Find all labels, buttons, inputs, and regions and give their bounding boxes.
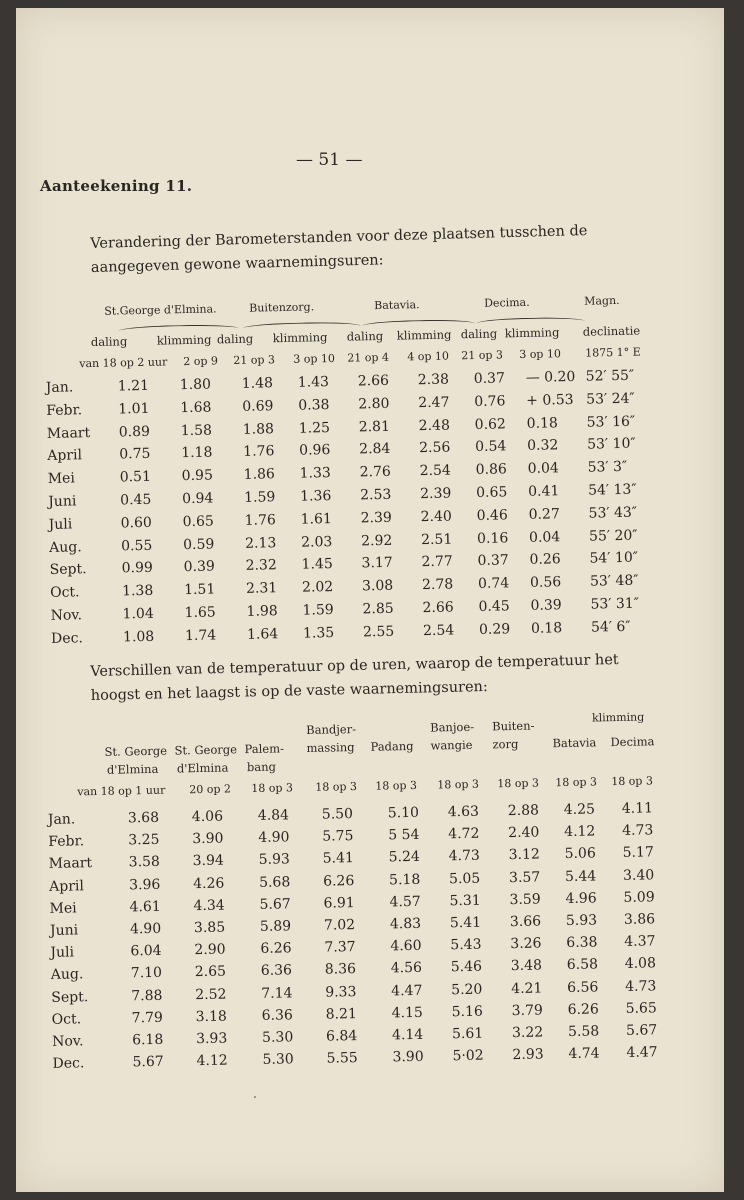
table1-cell: 0.04 — [527, 460, 559, 478]
table2-cell: 7.79 — [131, 1009, 164, 1027]
table2-column-header-line2: bang — [246, 759, 277, 775]
table1-cell: 1.38 — [121, 582, 154, 600]
table2-column-header: massing — [306, 740, 355, 755]
table1-cell: 1.64 — [246, 625, 279, 643]
table2-cell: 3.94 — [192, 852, 225, 870]
table1-cell: 53′ 43″ — [588, 504, 638, 522]
table1-cell: 2.66 — [422, 599, 454, 617]
table2-cell: 6.26 — [567, 1001, 599, 1018]
table1-cell: 53′ 48″ — [589, 572, 639, 590]
table2-cell: 7.88 — [131, 987, 163, 1004]
table2-month-label: Jan. — [47, 811, 76, 828]
table1-cell: 2.55 — [362, 623, 395, 641]
table2-cell: 3.86 — [623, 911, 656, 928]
table2-cell: 7.02 — [323, 917, 356, 934]
table2-cell: 4.11 — [621, 800, 654, 817]
table1-cell: 2.54 — [422, 622, 455, 639]
table2-cell: 2.65 — [194, 963, 227, 981]
table2-cell: 3.58 — [128, 854, 161, 871]
table1-cell: 0.59 — [182, 536, 215, 553]
table1-cell: 0.41 — [527, 483, 560, 500]
table2-cell: 5.46 — [450, 959, 483, 976]
table1-month-label: Jan. — [45, 379, 74, 396]
table1-cell: 53′ 16″ — [586, 413, 636, 431]
table2-cell: 4.34 — [193, 897, 225, 914]
table1-cell: 1.35 — [302, 624, 335, 642]
table1-cell: 0.37 — [473, 370, 506, 388]
table2-hours-header: 18 op 3 — [315, 780, 358, 794]
table1-cell: 53′ 31″ — [590, 595, 640, 613]
table1-subheader: klimming — [272, 330, 328, 346]
table1-hours-header: 21 op 4 — [347, 350, 390, 365]
table2-cell: 4.12 — [564, 823, 596, 841]
table1-cell: 0.76 — [474, 393, 506, 410]
table2-cell: 5.31 — [449, 892, 481, 910]
table2-cell: 5.43 — [450, 936, 482, 954]
table1-hours-header: van 18 op 2 uur — [79, 355, 168, 371]
table2-column-top: Banjoe- — [430, 719, 475, 735]
table1-group-header: Decima. — [484, 295, 530, 310]
table1-cell: 2.47 — [418, 394, 450, 411]
table1-cell: 3.17 — [361, 555, 393, 572]
table2-month-label: Oct. — [51, 1011, 82, 1028]
table1-cell: 0.55 — [121, 537, 153, 555]
table1-cell: 1.04 — [122, 605, 154, 623]
table2-column-header: Decima — [610, 734, 655, 750]
table2-hours-header: 18 op 3 — [437, 777, 480, 792]
table1-cell: 0.99 — [121, 560, 153, 577]
table1-cell: 2.51 — [420, 531, 453, 548]
table1-subheader: klimming — [396, 327, 452, 343]
table2-cell: 3.26 — [510, 935, 542, 953]
table1-cell: 53′ 10″ — [586, 436, 636, 454]
table1-cell: 0.69 — [242, 398, 274, 415]
table2-cell: 5.24 — [388, 849, 420, 866]
table2-cell: 3.57 — [508, 869, 541, 886]
table1-cell: 0.45 — [120, 491, 152, 509]
table1-cell: 0.56 — [529, 574, 562, 592]
table1-intro-line: aangegeven gewone waarnemingsuren: — [90, 252, 384, 276]
table2-cell: 5.30 — [262, 1051, 294, 1069]
table2-month-label: Mei — [49, 900, 77, 917]
table2-cell: 6.36 — [261, 1007, 293, 1024]
table2-cell: 3.18 — [195, 1008, 228, 1025]
table1-cell: 52′ 55″ — [585, 367, 635, 385]
table2-hours-header: 18 op 3 — [555, 775, 598, 790]
table1-month-label: April — [47, 447, 83, 465]
table2-cell: 5.09 — [623, 889, 655, 906]
table1-cell: 0.39 — [183, 558, 215, 576]
table1-cell: 2.39 — [360, 509, 392, 527]
table1-cell: 54′ 6″ — [590, 618, 631, 636]
table1-cell: 0.60 — [120, 514, 153, 532]
table2-cell: 4.06 — [191, 808, 224, 826]
table2-hours-header: 18 op 3 — [497, 776, 540, 791]
table1-month-label: Juli — [48, 516, 73, 533]
table1-cell: 0.65 — [475, 484, 508, 501]
table2-cell: 7.14 — [261, 984, 293, 1002]
table1-cell: 1.59 — [302, 602, 334, 619]
table2-cell: 5.10 — [387, 804, 420, 822]
table1-cell: 2.40 — [420, 508, 452, 525]
table2-cell: 4.74 — [568, 1045, 600, 1063]
table2-cell: 3.22 — [511, 1024, 544, 1042]
table2-column-header-line2: d'Elmina — [176, 760, 229, 776]
table2-cell: 4.73 — [448, 848, 480, 865]
table2-hours-header: 18 op 3 — [251, 781, 294, 796]
table2-cell: 4.90 — [258, 829, 290, 847]
table1-month-label: Maart — [46, 424, 91, 442]
table2-month-label: Nov. — [51, 1033, 84, 1050]
table2-cell: 3.66 — [509, 913, 542, 931]
table2-month-label: Maart — [48, 855, 93, 873]
table1-subheader: daling — [90, 334, 128, 350]
table2-cell: 4.60 — [390, 937, 422, 955]
table1-cell: 0.51 — [119, 468, 152, 486]
table1-cell: 0.75 — [119, 446, 151, 463]
table2-column-header: St. George — [174, 742, 238, 758]
table1-cell: 2.53 — [359, 486, 392, 504]
table1-cell: 2.54 — [419, 462, 452, 480]
table2-cell: 4.21 — [511, 980, 543, 997]
table2-month-label: April — [49, 877, 85, 895]
table1-cell: 0.74 — [477, 575, 510, 593]
table2-cell: 8.36 — [324, 961, 357, 979]
table2-month-label: Aug. — [50, 966, 84, 984]
table2-cell: 2.40 — [508, 824, 540, 842]
table1-hours-header: 21 op 3 — [233, 353, 276, 368]
page-number: — 51 — — [296, 150, 363, 170]
table1-cell: 2.80 — [358, 395, 390, 413]
table1-cell: 53′ 3″ — [587, 459, 628, 476]
book-page — [16, 8, 724, 1192]
table1-cell: 0.04 — [528, 528, 561, 546]
table1-cell: 0.86 — [475, 461, 507, 479]
table1-group-header: Batavia. — [374, 298, 420, 313]
table1-cell: 2.85 — [362, 600, 394, 618]
table1-cell: 1.18 — [181, 444, 213, 462]
table1-cell: 0.39 — [530, 597, 562, 614]
table1-cell: 1.58 — [180, 422, 213, 439]
table1-cell: 2.31 — [245, 580, 278, 598]
table2-month-label: Juni — [49, 922, 79, 939]
table2-cell: 3.25 — [128, 831, 160, 849]
table2-cell: 5.93 — [258, 851, 291, 869]
table1-cell: 2.38 — [417, 371, 450, 389]
table1-cell: 1.48 — [241, 375, 274, 392]
table2-cell: 9.33 — [325, 983, 357, 1001]
table2-month-label: Dec. — [52, 1055, 85, 1073]
table1-cell: 0.89 — [118, 423, 151, 441]
table2-cell: 6.18 — [131, 1031, 164, 1049]
table1-hours-header: 1875 1° E — [585, 345, 641, 360]
table1-cell: 0.29 — [478, 621, 511, 638]
table1-cell: 0.38 — [298, 396, 330, 414]
table1-month-label: Aug. — [49, 538, 82, 556]
table2-cell: 4.63 — [447, 803, 480, 821]
table2-cell: 6.84 — [325, 1028, 358, 1045]
table1-cell: 1.01 — [118, 400, 150, 418]
table2-cell: 4.08 — [624, 955, 657, 973]
table1-cell: 1.51 — [183, 581, 216, 599]
table1-cell: 2.66 — [357, 372, 390, 390]
table2-cell: 4.72 — [448, 825, 480, 843]
table2-column-header: zorg — [492, 736, 519, 752]
table2-cell: 6.91 — [323, 894, 355, 912]
table1-month-label: Juni — [48, 493, 77, 510]
paper-speck — [254, 1096, 256, 1098]
table2-cell: 6.56 — [567, 979, 599, 996]
table1-cell: 0.26 — [529, 551, 561, 569]
table2-cell: 4.47 — [391, 982, 423, 999]
table2-cell: 7.37 — [324, 939, 356, 956]
table1-cell: 1.43 — [297, 374, 330, 391]
table2-cell: 2.88 — [507, 802, 540, 820]
table1-month-label: Nov. — [50, 607, 83, 624]
table1-cell: 2.92 — [360, 532, 393, 550]
table2-cell: 4.37 — [624, 933, 656, 951]
table2-cell: 4.73 — [622, 822, 654, 840]
table2-cell: 5.67 — [625, 1022, 658, 1039]
table1-cell: 2.76 — [359, 463, 392, 481]
table2-month-label: Febr. — [48, 833, 85, 851]
table2-cell: 3.96 — [128, 876, 161, 893]
table1-cell: 0.65 — [182, 513, 215, 530]
table2-cell: 4.73 — [625, 977, 657, 995]
table1-cell: 0.54 — [475, 438, 507, 456]
table2-cell: 5.17 — [622, 844, 654, 862]
table2-cell: 5.41 — [449, 914, 482, 932]
table2-cell: 4.96 — [565, 890, 597, 907]
table1-subheader: klimming — [504, 325, 560, 341]
table1-intro-line: Verandering der Barometerstanden voor deze plaatsen tusschen de — [90, 222, 588, 252]
table2-cell: 4.15 — [391, 1004, 423, 1022]
table1-cell: 55′ 20″ — [588, 527, 638, 545]
table1-cell: 2.56 — [419, 439, 451, 457]
note-heading: Aanteekening 11. — [40, 177, 193, 195]
table1-intro — [90, 219, 588, 280]
table1-cell: 1.65 — [184, 604, 216, 622]
table2-cell: 4.90 — [129, 920, 162, 938]
table1-cell: 1.74 — [184, 627, 217, 644]
table1-hours-header: 3 op 10 — [293, 351, 336, 366]
table2-cell: 5.75 — [322, 828, 354, 845]
table1-cell: 1.98 — [246, 603, 278, 620]
table1-group-header: Magn. — [584, 293, 620, 308]
table2-cell: 5.20 — [451, 981, 483, 998]
table1-cell: 0.94 — [182, 490, 214, 508]
table1-month-label: Febr. — [46, 402, 83, 419]
table1-cell: 54′ 10″ — [589, 550, 639, 568]
table2-cell: 6.38 — [566, 934, 598, 952]
table2-group-header: klimming — [591, 710, 645, 725]
table1-cell: 0.18 — [526, 414, 559, 432]
table1-cell: 2.39 — [419, 485, 452, 503]
table2-cell: 5.61 — [451, 1025, 484, 1043]
table1-month-label: Dec. — [50, 630, 84, 647]
table2-cell: 3.68 — [127, 809, 160, 827]
table2-hours-header: van 18 op 1 uur — [77, 783, 166, 799]
table2-cell: 5.50 — [321, 806, 354, 823]
table1-cell: 1.88 — [242, 420, 275, 438]
table1-subheader: klimming — [156, 332, 212, 348]
table1-cell: 1.86 — [243, 466, 276, 484]
table1-cell: 0.62 — [474, 415, 507, 433]
table2-cell: 6.26 — [260, 940, 292, 958]
table1-group-header: St.George d'Elmina. — [104, 302, 217, 318]
table1-cell: 1.59 — [244, 489, 276, 506]
table1-cell: 2.81 — [358, 418, 391, 436]
table2-cell: 5.67 — [259, 896, 291, 913]
table2-cell: 5.16 — [451, 1003, 483, 1021]
table2-intro — [90, 648, 619, 708]
table1-cell: 1.08 — [122, 628, 155, 646]
table1-cell: 1.25 — [298, 419, 331, 437]
table2-cell: 5.93 — [565, 912, 598, 930]
table1-cell: 1.33 — [299, 465, 332, 482]
table1-cell: 2.32 — [245, 557, 277, 575]
table1-cell: 0.27 — [528, 506, 560, 523]
table2-month-label: Sept. — [51, 988, 89, 1006]
table2-cell: 7.10 — [130, 965, 163, 982]
table1-cell: 2.03 — [300, 533, 333, 551]
table1-cell: 1.76 — [243, 443, 275, 461]
table1-subheader: daling — [460, 326, 498, 342]
table2-cell: 5.67 — [132, 1053, 164, 1071]
table2-cell: 2.93 — [512, 1046, 544, 1064]
table2-cell: 5.44 — [564, 868, 597, 885]
table2-cell: 3.93 — [195, 1030, 228, 1048]
table1-cell: 0.18 — [530, 620, 563, 637]
table2-cell: 5 54 — [388, 827, 420, 844]
table2-cell: 4.25 — [563, 801, 596, 819]
table1-cell: 1.36 — [300, 488, 332, 505]
table2-column-header: Batavia — [552, 735, 597, 751]
table2-hours-header: 18 op 3 — [375, 778, 418, 793]
table1-cell: 1.21 — [117, 377, 150, 395]
table2-cell: 3.48 — [510, 957, 543, 975]
table1-month-label: Sept. — [49, 561, 87, 579]
table2-cell: 4.14 — [391, 1026, 424, 1044]
table2-cell: 3.85 — [193, 919, 226, 937]
table2-column-top: Buiten- — [492, 718, 535, 734]
table2-cell: 6.04 — [130, 942, 162, 960]
table1-cell: 0.96 — [299, 442, 331, 460]
table1-cell: 1.76 — [244, 511, 276, 529]
table1-hours-header: 2 op 9 — [183, 354, 219, 369]
table1-cell: 53′ 24″ — [586, 390, 635, 408]
table2-cell: 5.55 — [326, 1050, 358, 1067]
table2-column-header: Padang — [370, 738, 414, 754]
table2-cell: 6.36 — [260, 962, 293, 980]
table1-cell: 2.02 — [301, 579, 334, 596]
table2-cell: 5.65 — [625, 1000, 657, 1017]
table1-hours-header: 4 op 10 — [407, 349, 450, 364]
table1-subheader: declinatie — [582, 323, 641, 339]
table1-cell: 2.77 — [421, 553, 453, 571]
table2-intro-line: hoogst en het laagst is op de vaste waarnemingsuren: — [90, 678, 488, 704]
table2-cell: 2.90 — [194, 941, 226, 959]
table2-cell: 4.61 — [129, 898, 161, 916]
table2-cell: 8.21 — [325, 1005, 357, 1023]
table2-cell: 3.12 — [508, 846, 540, 864]
table1-cell: 0.46 — [476, 507, 508, 524]
table1-subheader: daling — [346, 328, 384, 344]
table1-cell: 0.95 — [181, 467, 214, 485]
table2-month-label: Juli — [50, 944, 75, 962]
table2-cell: 3.40 — [622, 866, 655, 884]
table1-cell: 1.80 — [179, 376, 212, 394]
table2-cell: 3.90 — [192, 830, 224, 848]
table1-month-label: Mei — [47, 470, 76, 488]
table2-cell: 5.18 — [388, 871, 421, 888]
table2-intro-line: Verschillen van de temperatuur op de uren, waarop de temperatuur het — [90, 652, 619, 680]
table1-cell: 2.78 — [421, 576, 454, 594]
table2-cell: 3.59 — [509, 891, 541, 908]
table1-cell: 0.16 — [476, 529, 509, 547]
table2-cell: 4.56 — [390, 960, 423, 977]
table1-subheader: daling — [216, 331, 254, 347]
table2-cell: 5.68 — [258, 873, 291, 891]
table1-cell: 1.61 — [300, 510, 332, 528]
table1-cell: 1.68 — [180, 399, 212, 416]
table1-cell: + 0.53 — [526, 391, 574, 409]
table1-cell: 1.45 — [301, 556, 333, 574]
table2-cell: 4.26 — [192, 875, 225, 892]
table1-group-header: Buitenzorg. — [249, 300, 315, 315]
table2-cell: 3.90 — [392, 1048, 424, 1066]
table1-cell: 2.84 — [359, 441, 391, 458]
table1-cell: 2.48 — [418, 417, 451, 434]
table2-hours-header: 20 op 2 — [189, 782, 232, 797]
table1-cell: 0.45 — [478, 598, 510, 615]
table2-cell: 5.30 — [261, 1029, 294, 1046]
table2-cell: 4.47 — [626, 1044, 658, 1062]
table2-cell: 4.12 — [196, 1052, 228, 1070]
table1-cell: — 0.20 — [525, 368, 576, 386]
table2-column-header-line2: d'Elmina — [106, 761, 159, 777]
table2-cell: 5.06 — [564, 845, 596, 863]
table2-column-header: wangie — [430, 737, 473, 753]
table1-hours-header: 21 op 3 — [461, 348, 504, 363]
table2-column-header: Palem- — [244, 741, 285, 757]
table1-month-label: Oct. — [49, 584, 80, 602]
table2-cell: 6.26 — [322, 872, 355, 890]
table2-cell: 2.52 — [195, 986, 227, 1003]
table2-cell: 3.79 — [511, 1002, 543, 1019]
table1-cell: 54′ 13″ — [587, 481, 637, 499]
table1-cell: 0.32 — [527, 437, 559, 455]
table2-cell: 4.57 — [389, 893, 421, 911]
table2-cell: 5.05 — [448, 870, 481, 887]
table2-column-top: Bandjer- — [306, 722, 357, 737]
table2-cell: 6.58 — [566, 956, 599, 974]
table2-column-header: St. George — [104, 743, 168, 759]
table2-cell: 5.58 — [567, 1023, 600, 1040]
table2-hours-header: 18 op 3 — [611, 774, 654, 789]
table1-hours-header: 3 op 10 — [519, 347, 562, 362]
table2-cell: 5·02 — [452, 1047, 484, 1065]
table2-cell: 4.83 — [389, 915, 422, 933]
table2-cell: 5.89 — [259, 918, 292, 935]
table1-cell: 2.13 — [244, 534, 277, 552]
table2-cell: 5.41 — [322, 850, 355, 868]
table2-cell: 4.84 — [257, 807, 290, 824]
table1-cell: 3.08 — [361, 577, 394, 595]
table1-cell: 0.37 — [477, 552, 509, 570]
